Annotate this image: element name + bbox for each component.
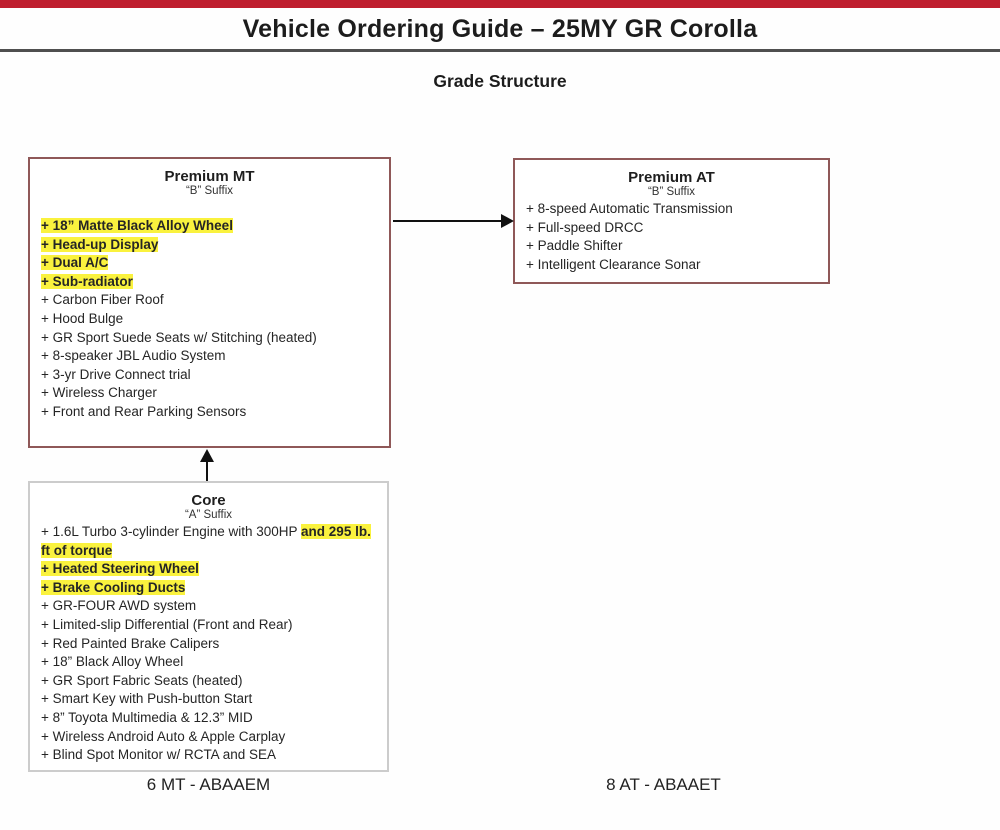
- grade-box-premium-mt: [28, 157, 391, 448]
- feature-list-core: [30, 523, 387, 765]
- box-title-premium-at: Premium AT: [628, 169, 715, 186]
- feature-text-highlighted: + Heated Steering Wheel: [41, 561, 199, 577]
- feature-text: + Red Painted Brake Calipers: [41, 635, 220, 651]
- feature-item: [526, 237, 817, 256]
- section-title: Grade Structure: [433, 71, 567, 91]
- feature-text-highlighted: + Sub-radiator: [41, 273, 133, 289]
- feature-item: [41, 310, 378, 329]
- feature-item: [526, 219, 817, 238]
- feature-item: [41, 597, 376, 616]
- feature-text: + Limited-slip Differential (Front and Rear): [41, 616, 293, 632]
- top-accent-bar: [0, 0, 1000, 8]
- feature-text: + Wireless Charger: [41, 385, 157, 401]
- feature-item: [41, 403, 378, 422]
- feature-text: + 8-speaker JBL Audio System: [41, 348, 226, 364]
- feature-text: + GR Sport Fabric Seats (heated): [41, 672, 243, 688]
- feature-item: [526, 256, 817, 275]
- feature-text: + Hood Bulge: [41, 310, 124, 326]
- grade-box-premium-at: [513, 158, 830, 284]
- box-suffix-premium-mt: “B” Suffix: [185, 185, 234, 197]
- feature-text: + 3-yr Drive Connect trial: [41, 366, 191, 382]
- feature-text: + Intelligent Clearance Sonar: [526, 256, 701, 272]
- feature-text: + Smart Key with Push-button Start: [41, 691, 253, 707]
- feature-text: + 8-speed Automatic Transmission: [526, 201, 733, 216]
- feature-item: [526, 200, 817, 219]
- feature-text: + 1.6L Turbo 3-cylinder Engine with 300HP: [41, 524, 302, 539]
- feature-text: + Full-speed DRCC: [526, 219, 644, 235]
- feature-text-highlighted: + Dual A/C: [41, 255, 109, 271]
- feature-text-highlighted: + Brake Cooling Ducts: [41, 579, 186, 595]
- feature-item: [41, 746, 376, 765]
- feature-text: + Wireless Android Auto & Apple Carplay: [41, 728, 286, 744]
- code-label-8at: 8 AT - ABAAET: [606, 775, 721, 794]
- feature-item: [41, 384, 378, 403]
- feature-text-highlighted: and 295 lb. ft of torque: [41, 524, 371, 558]
- arrow-mt-to-at-line: [393, 220, 503, 222]
- box-title-premium-mt: Premium MT: [164, 168, 255, 185]
- arrow-up-icon: [200, 449, 214, 462]
- feature-item: [41, 560, 376, 579]
- feature-text: + Blind Spot Monitor w/ RCTA and SEA: [41, 747, 276, 763]
- feature-item: [41, 672, 376, 691]
- feature-item: [41, 523, 376, 560]
- feature-text: + 18” Black Alloy Wheel: [41, 654, 184, 670]
- header-divider: [0, 49, 1000, 52]
- feature-text-highlighted: + 18” Matte Black Alloy Wheel: [41, 218, 233, 233]
- feature-list-premium-mt: [30, 217, 389, 422]
- arrow-right-icon: [501, 214, 514, 228]
- code-label-6mt: 6 MT - ABAAEM: [146, 775, 271, 794]
- feature-item: [41, 728, 376, 747]
- feature-item: [41, 273, 378, 292]
- arrow-core-to-mt-line: [206, 459, 208, 481]
- feature-item: [41, 653, 376, 672]
- feature-item: [41, 291, 378, 310]
- page-title: Vehicle Ordering Guide – 25MY GR Corolla: [242, 15, 758, 43]
- feature-text-highlighted: + Head-up Display: [41, 236, 159, 252]
- feature-item: [41, 690, 376, 709]
- box-title-core: Core: [191, 492, 226, 509]
- box-suffix-core: “A” Suffix: [184, 509, 233, 521]
- feature-item: [41, 347, 378, 366]
- feature-text: + 8” Toyota Multimedia & 12.3” MID: [41, 709, 253, 725]
- feature-text: + GR-FOUR AWD system: [41, 598, 197, 614]
- feature-item: [41, 329, 378, 348]
- feature-text: + Paddle Shifter: [526, 238, 623, 254]
- feature-item: [41, 366, 378, 385]
- feature-text: + Front and Rear Parking Sensors: [41, 403, 247, 419]
- feature-text: + Carbon Fiber Roof: [41, 292, 164, 308]
- feature-item: [41, 236, 378, 255]
- feature-text: + GR Sport Suede Seats w/ Stitching (heated): [41, 329, 317, 345]
- feature-item: [41, 217, 378, 236]
- feature-item: [41, 709, 376, 728]
- feature-list-premium-at: [515, 200, 828, 274]
- grade-box-core: [28, 481, 389, 772]
- box-suffix-premium-at: “B” Suffix: [647, 186, 696, 198]
- feature-item: [41, 635, 376, 654]
- feature-item: [41, 616, 376, 635]
- feature-item: [41, 254, 378, 273]
- feature-item: [41, 579, 376, 598]
